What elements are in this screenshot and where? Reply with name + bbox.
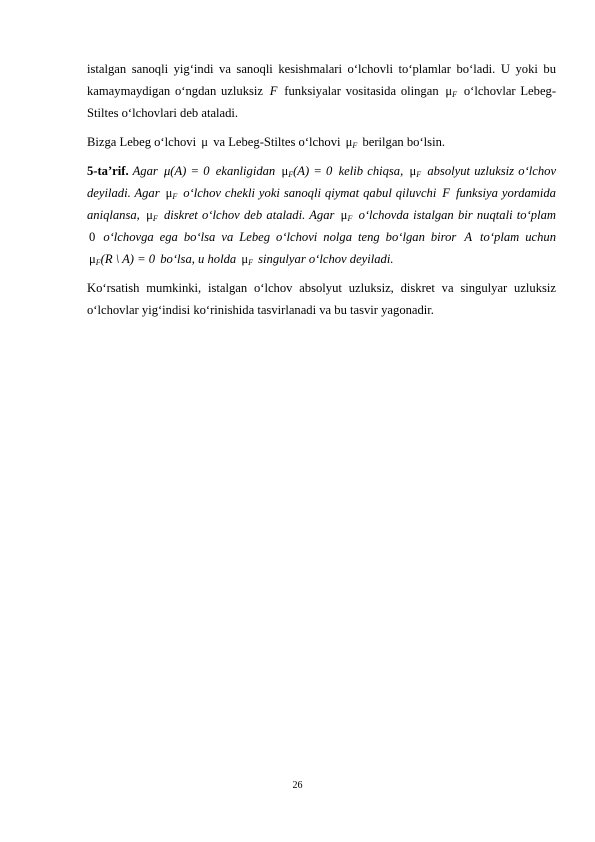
text-span: singulyar o‘lchov deyiladi.: [258, 252, 394, 266]
math-inline: μ: [201, 135, 209, 149]
math-inline: F: [269, 84, 278, 98]
text-span: Agar: [132, 164, 158, 178]
text-span: bo‘lsa, u holda: [160, 252, 237, 266]
text-span: o‘lchovda istalgan bir nuqtali to‘plam: [358, 208, 556, 222]
definition-label: 5-ta’rif.: [87, 164, 129, 178]
page-body: [87, 58, 556, 321]
text-span: funksiya yordamida aniqlansa,: [87, 186, 556, 222]
text-span: kelib chiqsa,: [338, 164, 404, 178]
math-inline: 0: [89, 230, 96, 244]
math-inline: $\mu_F(R$ \ A) = 0: [89, 252, 156, 267]
text-span: istalgan sanoqli yig‘indi va sanoqli kesishmalari o‘lchovli to‘plamlar bo‘ladi. U yoki bu kamaymaydigan o‘ngdan uzluksiz: [87, 62, 556, 98]
math-inline: F: [442, 186, 450, 200]
text-span: o‘lchovga ega bo‘lsa va Lebeg o‘lchovi nolga teng bo‘lgan biror: [103, 230, 457, 244]
paragraph-assumption: [87, 131, 556, 153]
text-span: o‘lchov chekli yoki sanoqli qiymat qabul qiluvchi: [183, 186, 437, 200]
text-span: absolyut uzluksiz o‘lchov deyiladi. Agar: [87, 164, 557, 200]
math-inline: $\mu_F$: [345, 135, 358, 150]
text-span: Bizga Lebeg o‘lchovi: [87, 135, 197, 149]
text-span: va Lebeg-Stiltes o‘lchovi: [213, 135, 341, 149]
text-span: berilgan bo‘lsin.: [362, 135, 446, 149]
math-inline: $\mu_F(A) = 0$: [281, 164, 333, 179]
math-inline: $\mu_F$: [165, 186, 178, 201]
math-inline: $\mu_F$: [409, 164, 422, 179]
text-span: diskret o‘lchov deb ataladi. Agar: [163, 208, 335, 222]
text-span: Ko‘rsatish mumkinki, istalgan o‘lchov absolyut uzluksiz, diskret va singulyar uzluksiz o‘lchovlar yig‘indisi ko‘rinishida tasvirlanadi va bu tasvir yagonadir.: [87, 281, 556, 317]
page-number: 26: [292, 780, 303, 791]
math-inline: $\mu_F$: [146, 208, 158, 223]
math-inline: $\mu_F$: [340, 208, 353, 223]
math-inline: A: [464, 230, 473, 244]
paragraph-definition: [87, 160, 556, 270]
math-inline: μ(A) = 0: [163, 164, 210, 178]
paragraph-conclusion: [87, 277, 556, 321]
text-span: funksiyalar vositasida olingan: [284, 84, 439, 98]
text-span: to‘plam uchun: [480, 230, 556, 244]
paragraph-intro: [87, 58, 556, 124]
text-span: ekanligidan: [215, 164, 276, 178]
math-inline: $\mu_F$: [445, 84, 458, 99]
math-inline: $\mu_F$: [241, 252, 253, 267]
text-span: o‘lchovlar Lebeg-Stiltes o‘lchovlari deb ataladi.: [87, 84, 557, 120]
